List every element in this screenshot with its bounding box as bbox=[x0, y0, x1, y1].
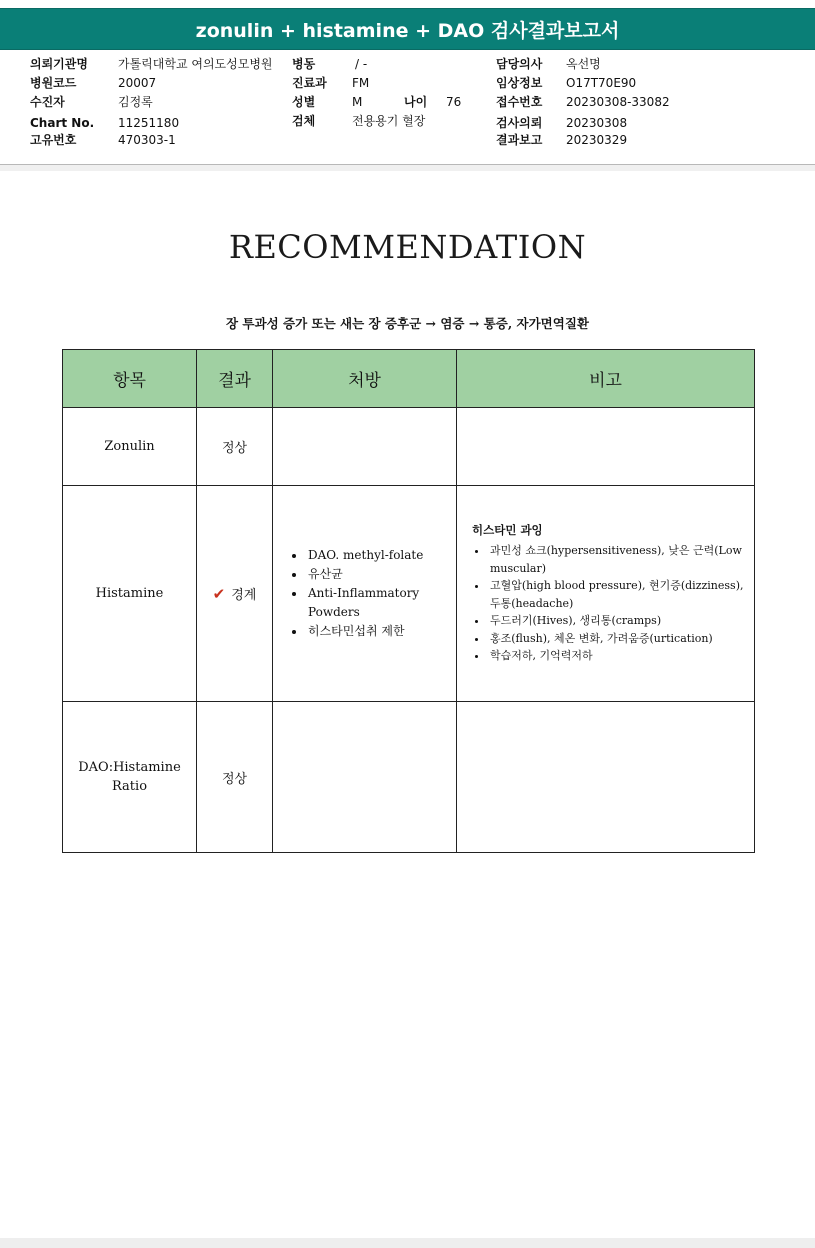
specimen-value: 전용용기 혈장 bbox=[352, 114, 426, 128]
unique-id-value: 470303-1 bbox=[118, 133, 176, 147]
note-cell bbox=[457, 702, 755, 853]
hospital-code-value: 20007 bbox=[118, 76, 157, 90]
institution-label: 의뢰기관명 bbox=[30, 57, 88, 71]
report-title: zonulin + histamine + DAO 검사결과보고서 bbox=[0, 8, 815, 50]
department-label: 진료과 bbox=[292, 76, 327, 90]
sex-value: M bbox=[352, 95, 363, 109]
prescription-cell bbox=[273, 702, 457, 853]
note-cell bbox=[457, 486, 755, 702]
list-item: • Anti-Inflammatory Powders bbox=[306, 584, 455, 622]
unique-id-label: 고유번호 bbox=[30, 133, 77, 147]
column-header-note: 비고 bbox=[457, 350, 755, 408]
patient-name-value: 김정록 bbox=[118, 95, 153, 109]
prescription-cell bbox=[273, 408, 457, 486]
result-cell bbox=[197, 408, 273, 486]
age-label: 나이 bbox=[404, 95, 428, 109]
result-cell bbox=[197, 702, 273, 853]
table-row bbox=[63, 486, 755, 702]
column-header-result: 결과 bbox=[197, 350, 273, 408]
prescription-list bbox=[274, 546, 455, 641]
check-mark-icon: ✔ bbox=[212, 585, 226, 603]
specimen-label: 검체 bbox=[292, 114, 316, 128]
column-header-prescription: 처방 bbox=[273, 350, 457, 408]
list-item: • 유산균 bbox=[306, 565, 455, 584]
patient-name-label: 수진자 bbox=[30, 95, 65, 109]
list-item: • 고혈압(high blood pressure), 현기증(dizziness), 두통(headache) bbox=[488, 577, 753, 612]
item-cell bbox=[63, 486, 197, 702]
note-title: 히스타민 과잉 bbox=[472, 523, 543, 538]
age-value: 76 bbox=[446, 95, 462, 109]
clinical-info-value: O17T70E90 bbox=[566, 76, 637, 90]
item-cell bbox=[63, 702, 197, 853]
item-name-line2: Ratio bbox=[111, 779, 148, 794]
prescription-cell bbox=[273, 486, 457, 702]
result-report-value: 20230329 bbox=[566, 133, 628, 147]
reception-no-value: 20230308-33082 bbox=[566, 95, 670, 109]
result-report-label: 결과보고 bbox=[496, 133, 543, 147]
result-value: 정상 bbox=[221, 441, 248, 456]
result-value: 정상 bbox=[221, 771, 248, 787]
table-row bbox=[63, 408, 755, 486]
header-divider bbox=[0, 164, 815, 171]
doctor-label: 담당의사 bbox=[496, 57, 543, 71]
test-request-label: 검사의뢰 bbox=[496, 116, 543, 130]
recommendation-heading: RECOMMENDATION bbox=[228, 228, 587, 266]
reception-no-label: 접수번호 bbox=[496, 95, 543, 109]
bottom-strip bbox=[0, 1238, 815, 1248]
department-value: FM bbox=[352, 76, 370, 90]
note-cell bbox=[457, 408, 755, 486]
item-name-line1: DAO:Histamine bbox=[78, 760, 181, 775]
list-item: • DAO. methyl-folate bbox=[306, 546, 455, 565]
table-row bbox=[63, 702, 755, 853]
ward-label: 병동 bbox=[292, 57, 316, 71]
column-header-item: 항목 bbox=[63, 350, 197, 408]
result-cell bbox=[197, 486, 273, 702]
recommendation-subtitle: 장 투과성 증가 또는 새는 장 증후군 → 염증 → 통증, 자가면역질환 bbox=[226, 316, 589, 331]
chart-no-value: 11251180 bbox=[118, 116, 180, 130]
result-value: 경계 bbox=[231, 588, 257, 603]
list-item: • 두드러기(Hives), 생리통(cramps) bbox=[488, 612, 753, 630]
list-item: • 홍조(flush), 체온 변화, 가려움증(urtication) bbox=[488, 630, 753, 648]
list-item: • 히스타민섭취 제한 bbox=[306, 622, 455, 641]
list-item: • 학습저하, 기억력저하 bbox=[488, 647, 753, 665]
doctor-value: 옥선명 bbox=[566, 57, 601, 71]
test-request-value: 20230308 bbox=[566, 116, 628, 130]
ward-value: / - bbox=[355, 57, 368, 71]
table-header-row bbox=[63, 350, 755, 408]
hospital-code-label: 병원코드 bbox=[30, 76, 77, 90]
list-item: • 과민성 쇼크(hypersensitiveness), 낮은 근력(Low muscular) bbox=[488, 542, 753, 577]
recommendation-table bbox=[62, 349, 755, 853]
item-name: Zonulin bbox=[104, 439, 155, 454]
chart-no-label: Chart No. bbox=[30, 116, 95, 130]
item-cell bbox=[63, 408, 197, 486]
note-list bbox=[458, 542, 753, 665]
institution-value: 가톨릭대학교 여의도성모병원 bbox=[118, 57, 273, 71]
sex-label: 성별 bbox=[292, 95, 316, 109]
item-name: Histamine bbox=[95, 586, 164, 601]
clinical-info-label: 임상정보 bbox=[496, 76, 543, 90]
